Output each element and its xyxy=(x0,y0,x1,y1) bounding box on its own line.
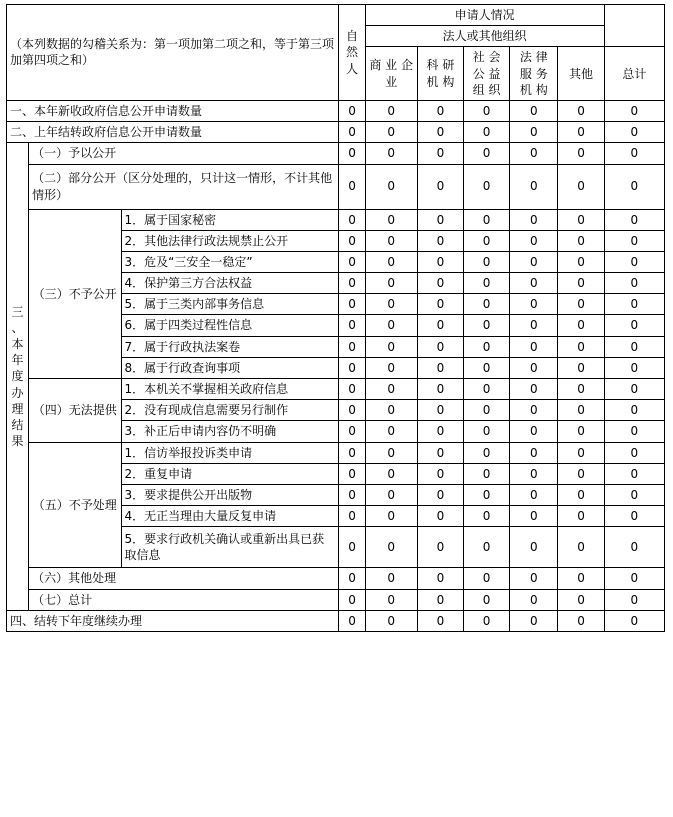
cell-value: 0 xyxy=(558,357,604,378)
cell-value: 0 xyxy=(510,610,558,631)
cell-value: 0 xyxy=(558,230,604,251)
cell-value: 0 xyxy=(604,527,664,568)
cell-value: 0 xyxy=(558,568,604,589)
cell-value: 0 xyxy=(604,589,664,610)
header-natural-person: 自 然 人 xyxy=(339,5,365,101)
row-label-process-info: 6．属于四类过程性信息 xyxy=(121,315,339,336)
cell-value: 0 xyxy=(464,209,510,230)
table-row xyxy=(7,164,665,209)
cell-value: 0 xyxy=(604,421,664,442)
table-row xyxy=(7,589,665,610)
header-legal-group: 法人或其他组织 xyxy=(365,26,604,47)
cell-value: 0 xyxy=(464,506,510,527)
cell-value: 0 xyxy=(365,230,417,251)
cell-value: 0 xyxy=(604,122,664,143)
cell-value: 0 xyxy=(604,610,664,631)
row-label-complaint-request: 1．信访举报投诉类申请 xyxy=(121,442,339,463)
cell-value: 0 xyxy=(339,379,365,400)
cell-value: 0 xyxy=(417,122,463,143)
cell-value: 0 xyxy=(464,122,510,143)
cell-value: 0 xyxy=(510,122,558,143)
cell-value: 0 xyxy=(339,100,365,121)
cell-value: 0 xyxy=(464,100,510,121)
cell-value: 0 xyxy=(510,400,558,421)
header-legal-service-institution: 法 律 服 务 机 构 xyxy=(510,47,558,101)
row-label-admin-query: 8．属于行政查询事项 xyxy=(121,357,339,378)
row-label-needs-creation: 2．没有现成信息需要另行制作 xyxy=(121,400,339,421)
cell-value: 0 xyxy=(365,568,417,589)
cell-value: 0 xyxy=(510,589,558,610)
cell-value: 0 xyxy=(464,568,510,589)
cell-value: 0 xyxy=(417,484,463,505)
cell-value: 0 xyxy=(510,568,558,589)
row-label-repeated-requests: 4．无正当理由大量反复申请 xyxy=(121,506,339,527)
cell-value: 0 xyxy=(365,143,417,164)
row-label-new-requests: 一、本年新收政府信息公开申请数量 xyxy=(7,100,339,121)
cell-value: 0 xyxy=(464,294,510,315)
cell-value: 0 xyxy=(365,421,417,442)
cell-value: 0 xyxy=(365,164,417,209)
cell-value: 0 xyxy=(339,421,365,442)
cell-value: 0 xyxy=(365,100,417,121)
cell-value: 0 xyxy=(464,251,510,272)
cell-value: 0 xyxy=(558,400,604,421)
cell-value: 0 xyxy=(510,379,558,400)
cell-value: 0 xyxy=(417,294,463,315)
cell-value: 0 xyxy=(464,421,510,442)
header-applicant-group: 申请人情况 xyxy=(365,5,604,26)
cell-value: 0 xyxy=(464,484,510,505)
cell-value: 0 xyxy=(558,100,604,121)
cell-value: 0 xyxy=(365,122,417,143)
cell-value: 0 xyxy=(365,336,417,357)
cell-value: 0 xyxy=(510,336,558,357)
cell-value: 0 xyxy=(417,209,463,230)
header-commercial-enterprise: 商 业 企 业 xyxy=(365,47,417,101)
cell-value: 0 xyxy=(510,100,558,121)
cell-value: 0 xyxy=(558,589,604,610)
cell-value: 0 xyxy=(558,506,604,527)
cell-value: 0 xyxy=(339,251,365,272)
cell-value: 0 xyxy=(417,357,463,378)
row-label-carried-over: 二、上年结转政府信息公开申请数量 xyxy=(7,122,339,143)
cell-value: 0 xyxy=(510,209,558,230)
header-total: 总计 xyxy=(604,47,664,101)
cell-value: 0 xyxy=(417,100,463,121)
cell-value: 0 xyxy=(604,400,664,421)
cell-value: 0 xyxy=(417,400,463,421)
cell-value: 0 xyxy=(558,463,604,484)
row-label-duplicate-request: 2．重复申请 xyxy=(121,463,339,484)
cell-value: 0 xyxy=(464,379,510,400)
cell-value: 0 xyxy=(558,164,604,209)
cell-value: 0 xyxy=(365,506,417,527)
table-row xyxy=(7,610,665,631)
cell-value: 0 xyxy=(339,442,365,463)
cell-value: 0 xyxy=(365,357,417,378)
cell-value: 0 xyxy=(464,230,510,251)
cell-value: 0 xyxy=(604,568,664,589)
cell-value: 0 xyxy=(365,442,417,463)
cell-value: 0 xyxy=(510,294,558,315)
cell-value: 0 xyxy=(417,442,463,463)
cell-value: 0 xyxy=(464,400,510,421)
cell-value: 0 xyxy=(510,463,558,484)
table-row xyxy=(7,143,665,164)
cell-value: 0 xyxy=(510,484,558,505)
cell-value: 0 xyxy=(604,251,664,272)
cell-value: 0 xyxy=(558,527,604,568)
note-cell: （本列数据的勾稽关系为：第一项加第二项之和，等于第三项加第四项之和） xyxy=(7,5,339,101)
row-label-reconfirm-info: 5．要求行政机关确认或重新出具已获取信息 xyxy=(121,527,339,568)
cell-value: 0 xyxy=(365,273,417,294)
cell-value: 0 xyxy=(510,421,558,442)
cell-value: 0 xyxy=(339,463,365,484)
cell-value: 0 xyxy=(558,484,604,505)
cell-value: 0 xyxy=(417,379,463,400)
row-label-disclose: （一）予以公开 xyxy=(29,143,339,164)
group-label-cannot-provide: （四）无法提供 xyxy=(29,379,121,443)
cell-value: 0 xyxy=(604,506,664,527)
cell-value: 0 xyxy=(464,589,510,610)
cell-value: 0 xyxy=(339,589,365,610)
cell-value: 0 xyxy=(417,315,463,336)
row-label-third-party-rights: 4．保护第三方合法权益 xyxy=(121,273,339,294)
cell-value: 0 xyxy=(558,294,604,315)
cell-value: 0 xyxy=(558,143,604,164)
row-label-internal-affairs: 5．属于三类内部事务信息 xyxy=(121,294,339,315)
cell-value: 0 xyxy=(604,336,664,357)
header-applicant-group-span xyxy=(604,5,664,47)
cell-value: 0 xyxy=(417,568,463,589)
cell-value: 0 xyxy=(339,122,365,143)
cell-value: 0 xyxy=(464,463,510,484)
cell-value: 0 xyxy=(365,315,417,336)
cell-value: 0 xyxy=(417,164,463,209)
cell-value: 0 xyxy=(464,164,510,209)
cell-value: 0 xyxy=(510,164,558,209)
row-label-three-safety: 3．危及“三安全一稳定” xyxy=(121,251,339,272)
cell-value: 0 xyxy=(365,379,417,400)
cell-value: 0 xyxy=(510,506,558,527)
cell-value: 0 xyxy=(464,336,510,357)
row-label-not-held: 1．本机关不掌握相关政府信息 xyxy=(121,379,339,400)
cell-value: 0 xyxy=(339,568,365,589)
cell-value: 0 xyxy=(339,336,365,357)
row-label-still-unclear: 3．补正后申请内容仍不明确 xyxy=(121,421,339,442)
cell-value: 0 xyxy=(365,251,417,272)
cell-value: 0 xyxy=(417,589,463,610)
cell-value: 0 xyxy=(604,294,664,315)
cell-value: 0 xyxy=(464,315,510,336)
cell-value: 0 xyxy=(510,315,558,336)
cell-value: 0 xyxy=(339,230,365,251)
cell-value: 0 xyxy=(339,357,365,378)
cell-value: 0 xyxy=(510,273,558,294)
cell-value: 0 xyxy=(365,294,417,315)
row-label-law-prohibited: 2．其他法律行政法规禁止公开 xyxy=(121,230,339,251)
cell-value: 0 xyxy=(417,610,463,631)
table-row xyxy=(7,379,665,400)
cell-value: 0 xyxy=(604,100,664,121)
cell-value: 0 xyxy=(339,209,365,230)
cell-value: 0 xyxy=(417,273,463,294)
cell-value: 0 xyxy=(339,484,365,505)
group-label-no-process: （五）不予处理 xyxy=(29,442,121,568)
cell-value: 0 xyxy=(339,164,365,209)
cell-value: 0 xyxy=(365,463,417,484)
group-label-year-result: 三 、 本 年 度 办 理 结 果 xyxy=(7,143,29,610)
cell-value: 0 xyxy=(510,251,558,272)
cell-value: 0 xyxy=(558,379,604,400)
cell-value: 0 xyxy=(510,442,558,463)
row-label-carry-forward: 四、结转下年度继续办理 xyxy=(7,610,339,631)
cell-value: 0 xyxy=(365,610,417,631)
cell-value: 0 xyxy=(604,463,664,484)
cell-value: 0 xyxy=(417,527,463,568)
row-label-partial-disclose: （二）部分公开（区分处理的，只计这一情形，不计其他情形） xyxy=(29,164,339,209)
table-row xyxy=(7,122,665,143)
row-label-other-handling: （六）其他处理 xyxy=(29,568,339,589)
cell-value: 0 xyxy=(604,209,664,230)
header-social-welfare-org: 社 会 公 益 组 织 xyxy=(464,47,510,101)
cell-value: 0 xyxy=(604,230,664,251)
cell-value: 0 xyxy=(558,273,604,294)
table-row xyxy=(7,442,665,463)
cell-value: 0 xyxy=(365,527,417,568)
cell-value: 0 xyxy=(365,484,417,505)
cell-value: 0 xyxy=(558,442,604,463)
cell-value: 0 xyxy=(558,336,604,357)
cell-value: 0 xyxy=(417,506,463,527)
row-label-state-secret: 1．属于国家秘密 xyxy=(121,209,339,230)
cell-value: 0 xyxy=(604,164,664,209)
row-label-enforcement-file: 7．属于行政执法案卷 xyxy=(121,336,339,357)
cell-value: 0 xyxy=(510,527,558,568)
cell-value: 0 xyxy=(339,143,365,164)
cell-value: 0 xyxy=(339,610,365,631)
table-row xyxy=(7,100,665,121)
cell-value: 0 xyxy=(417,336,463,357)
cell-value: 0 xyxy=(339,400,365,421)
cell-value: 0 xyxy=(464,273,510,294)
cell-value: 0 xyxy=(558,610,604,631)
cell-value: 0 xyxy=(365,589,417,610)
cell-value: 0 xyxy=(604,442,664,463)
cell-value: 0 xyxy=(339,273,365,294)
cell-value: 0 xyxy=(339,294,365,315)
cell-value: 0 xyxy=(558,315,604,336)
cell-value: 0 xyxy=(417,421,463,442)
cell-value: 0 xyxy=(339,506,365,527)
cell-value: 0 xyxy=(510,357,558,378)
cell-value: 0 xyxy=(464,610,510,631)
cell-value: 0 xyxy=(604,484,664,505)
cell-value: 0 xyxy=(339,315,365,336)
table-row xyxy=(7,209,665,230)
row-label-published-material: 3．要求提供公开出版物 xyxy=(121,484,339,505)
cell-value: 0 xyxy=(464,527,510,568)
cell-value: 0 xyxy=(365,400,417,421)
cell-value: 0 xyxy=(464,442,510,463)
cell-value: 0 xyxy=(464,357,510,378)
cell-value: 0 xyxy=(510,143,558,164)
group-label-not-public: （三）不予公开 xyxy=(29,209,121,379)
cell-value: 0 xyxy=(417,230,463,251)
cell-value: 0 xyxy=(604,143,664,164)
cell-value: 0 xyxy=(464,143,510,164)
cell-value: 0 xyxy=(558,421,604,442)
cell-value: 0 xyxy=(604,273,664,294)
cell-value: 0 xyxy=(604,379,664,400)
cell-value: 0 xyxy=(510,230,558,251)
cell-value: 0 xyxy=(558,209,604,230)
table-row xyxy=(7,568,665,589)
cell-value: 0 xyxy=(417,143,463,164)
government-info-disclosure-table xyxy=(6,4,665,632)
cell-value: 0 xyxy=(417,463,463,484)
cell-value: 0 xyxy=(558,122,604,143)
row-label-subtotal: （七）总计 xyxy=(29,589,339,610)
cell-value: 0 xyxy=(604,357,664,378)
cell-value: 0 xyxy=(339,527,365,568)
cell-value: 0 xyxy=(365,209,417,230)
header-research-institution: 科 研 机 构 xyxy=(417,47,463,101)
cell-value: 0 xyxy=(417,251,463,272)
cell-value: 0 xyxy=(604,315,664,336)
header-row-1 xyxy=(7,5,665,26)
cell-value: 0 xyxy=(558,251,604,272)
header-other: 其他 xyxy=(558,47,604,101)
